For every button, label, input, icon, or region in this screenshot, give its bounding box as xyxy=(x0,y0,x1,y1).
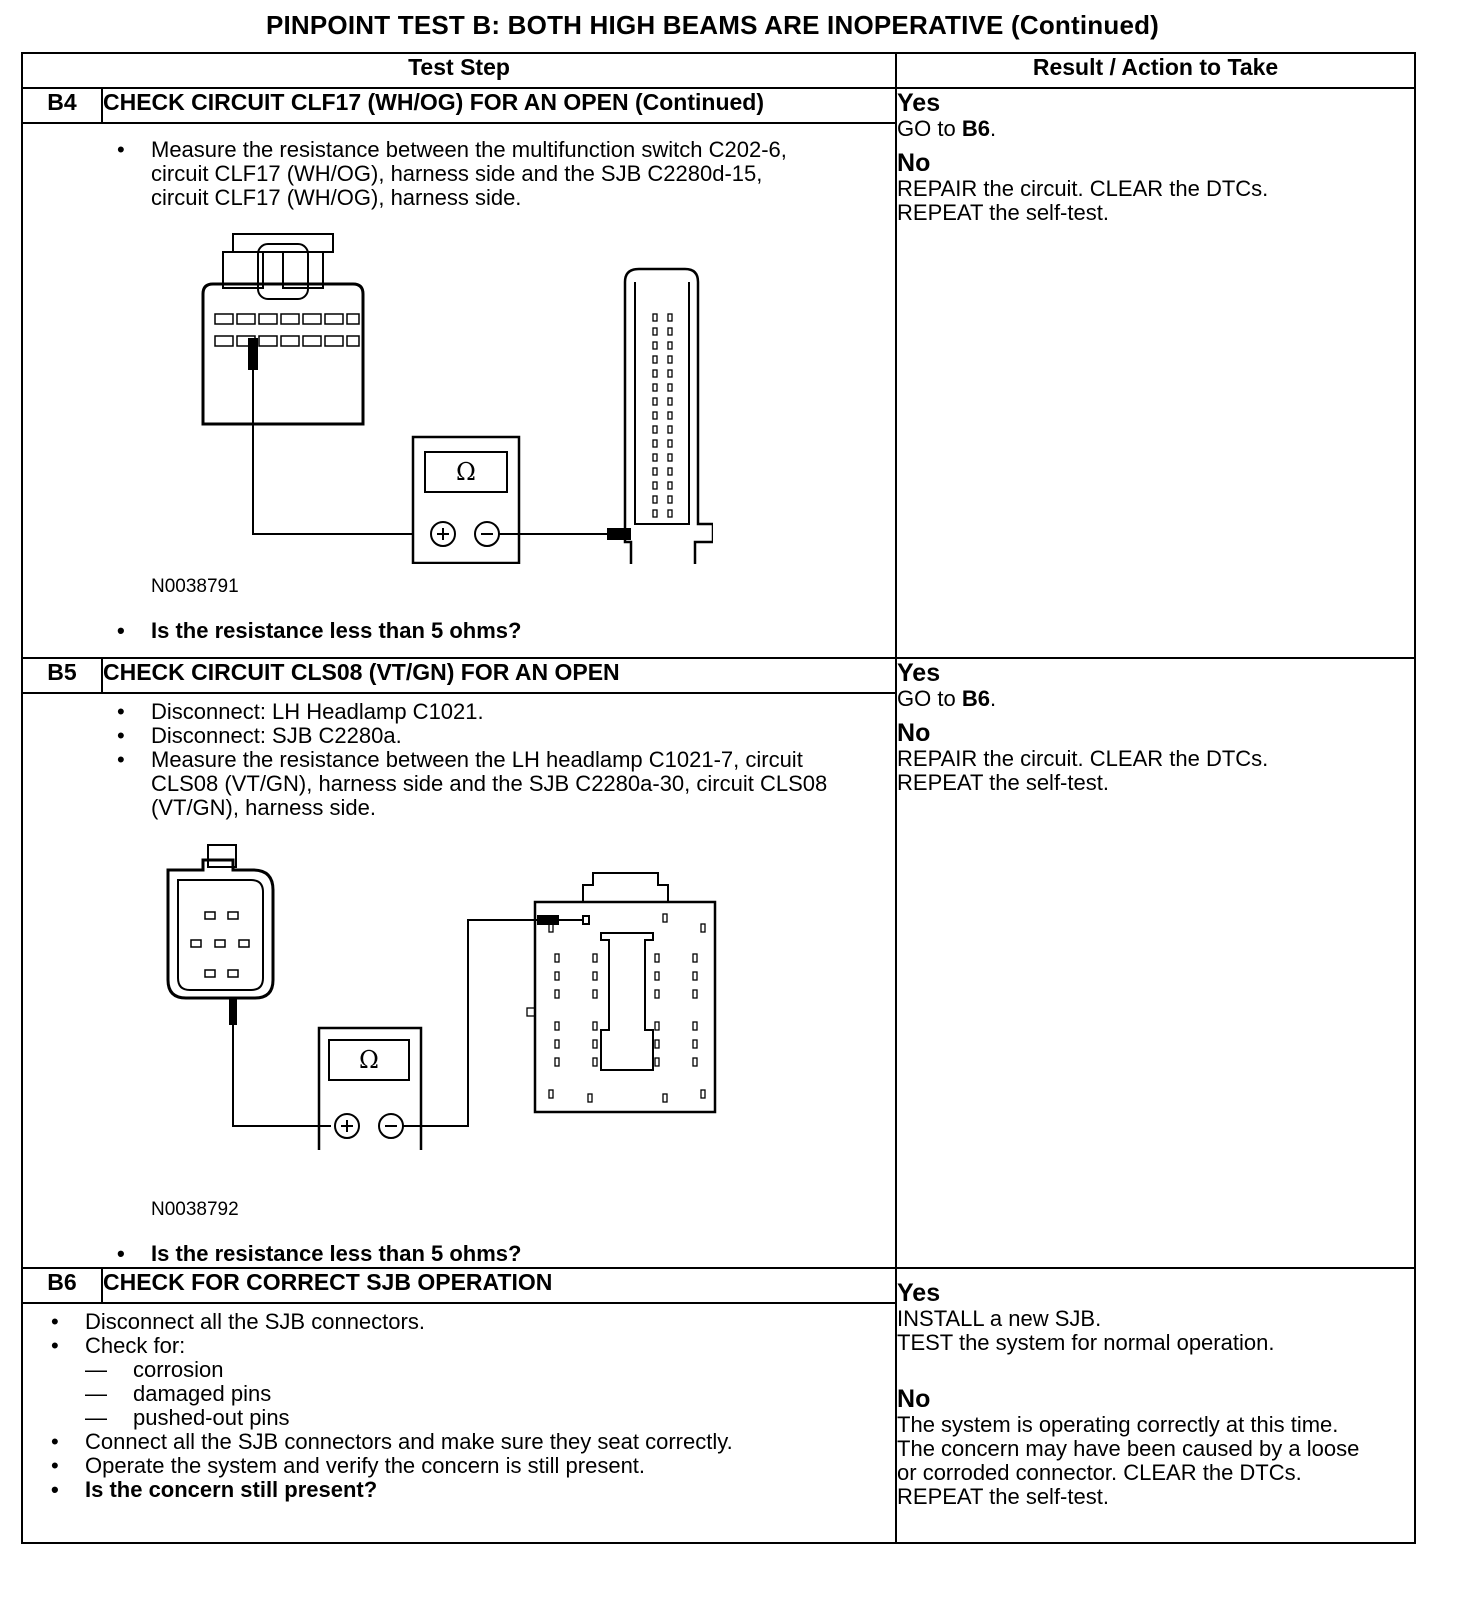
result-b5-yes-action: GO to B6. xyxy=(897,686,997,711)
step-id-b6: B6 xyxy=(22,1268,102,1303)
ohm-symbol: Ω xyxy=(456,458,476,486)
result-b4-yes-link: B6 xyxy=(961,116,990,141)
step-b4-body xyxy=(22,123,896,658)
result-b6-no-label: No xyxy=(897,1385,931,1413)
result-b4 xyxy=(896,88,1415,658)
step-b5-instruction-2: • Disconnect: SJB C2280a. xyxy=(103,724,895,748)
header-test-step: Test Step xyxy=(22,53,896,88)
result-b6 xyxy=(896,1268,1415,1543)
result-b6-no-action: The system is operating correctly at this time. The concern may have been caused by a loose or corroded connector. CLEAR the DTCs. REPEAT the self-test. xyxy=(897,1412,1360,1509)
question-b4: • Is the resistance less than 5 ohms? xyxy=(103,619,895,643)
step-b6-body xyxy=(22,1303,896,1543)
page-title: PINPOINT TEST B: BOTH HIGH BEAMS ARE INOPERATIVE (Continued) xyxy=(265,10,1160,40)
step-title-b5: CHECK CIRCUIT CLS08 (VT/GN) FOR AN OPEN xyxy=(102,658,896,693)
step-b5-instruction-1: • Disconnect: LH Headlamp C1021. xyxy=(103,700,895,724)
check-item: — corrosion xyxy=(85,1358,895,1382)
question-b5: • Is the resistance less than 5 ohms? xyxy=(103,1242,895,1266)
pinpoint-test-table xyxy=(21,52,1416,1544)
b4-wiring-diagram xyxy=(113,224,713,564)
result-b5-no-label: No xyxy=(897,719,931,747)
figure-id-b5: N0038792 xyxy=(151,1199,239,1220)
result-b4-no-label: No xyxy=(897,149,931,177)
result-b5-no-action: REPAIR the circuit. CLEAR the DTCs. REPEAT the self-test. xyxy=(897,746,1269,795)
result-b4-yes-action: GO to B6. xyxy=(897,116,997,141)
figure-id-b4: N0038791 xyxy=(151,576,239,597)
check-item: — damaged pins xyxy=(85,1382,895,1406)
result-b4-yes-label: Yes xyxy=(897,89,941,117)
step-title-b4: CHECK CIRCUIT CLF17 (WH/OG) FOR AN OPEN (Continued) xyxy=(102,88,896,123)
b5-wiring-diagram xyxy=(83,840,723,1150)
step-b5-instruction-3: • Measure the resistance between the LH headlamp C1021-7, circuit CLS08 (VT/GN), harness side and the SJB C2280a-30, circuit CLS08 (VT/GN), harness side. xyxy=(103,748,851,820)
result-b6-yes-label: Yes xyxy=(897,1279,941,1307)
step-title-b6: CHECK FOR CORRECT SJB OPERATION xyxy=(102,1268,896,1303)
step-b6-instruction-3: • Connect all the SJB connectors and make sure they seat correctly. xyxy=(37,1430,735,1454)
step-b5-body xyxy=(22,693,896,1268)
result-b5-yes-label: Yes xyxy=(897,659,941,687)
multifunction-switch-connector xyxy=(203,284,363,424)
ohmmeter xyxy=(413,437,519,563)
check-item: — pushed-out pins xyxy=(85,1406,895,1430)
header-row xyxy=(22,53,1415,88)
step-b6-instruction-4: • Operate the system and verify the concern is still present. xyxy=(37,1454,895,1478)
result-b6-yes-action-1: INSTALL a new SJB. xyxy=(897,1306,1102,1331)
step-id-b4: B4 xyxy=(22,88,102,123)
question-b6: • Is the concern still present? xyxy=(37,1478,895,1502)
step-b6-title-row xyxy=(22,1268,1415,1303)
result-b6-yes-action-2: TEST the system for normal operation. xyxy=(897,1330,1275,1355)
step-b6-instruction-2: • Check for: — corrosion — damaged pins — pushed-out pins xyxy=(37,1334,895,1430)
step-id-b5: B5 xyxy=(22,658,102,693)
result-b4-no-action: REPAIR the circuit. CLEAR the DTCs. REPEAT the self-test. xyxy=(897,176,1269,225)
check-list xyxy=(85,1358,895,1430)
header-result: Result / Action to Take xyxy=(896,53,1415,88)
sjb-c2280d-connector xyxy=(625,269,713,564)
ohm-symbol-b5: Ω xyxy=(359,1046,379,1074)
step-b4-title-row xyxy=(22,88,1415,123)
step-b4-instruction: • Measure the resistance between the multifunction switch C202-6, circuit CLF17 (WH/OG), harness side and the SJB C2280d-15, circuit CLF17 (WH/OG), harness side. xyxy=(103,138,801,210)
result-b5 xyxy=(896,658,1415,1268)
result-b5-yes-link: B6 xyxy=(961,686,990,711)
step-b5-title-row xyxy=(22,658,1415,693)
step-b6-instruction-1: • Disconnect all the SJB connectors. xyxy=(37,1310,895,1334)
